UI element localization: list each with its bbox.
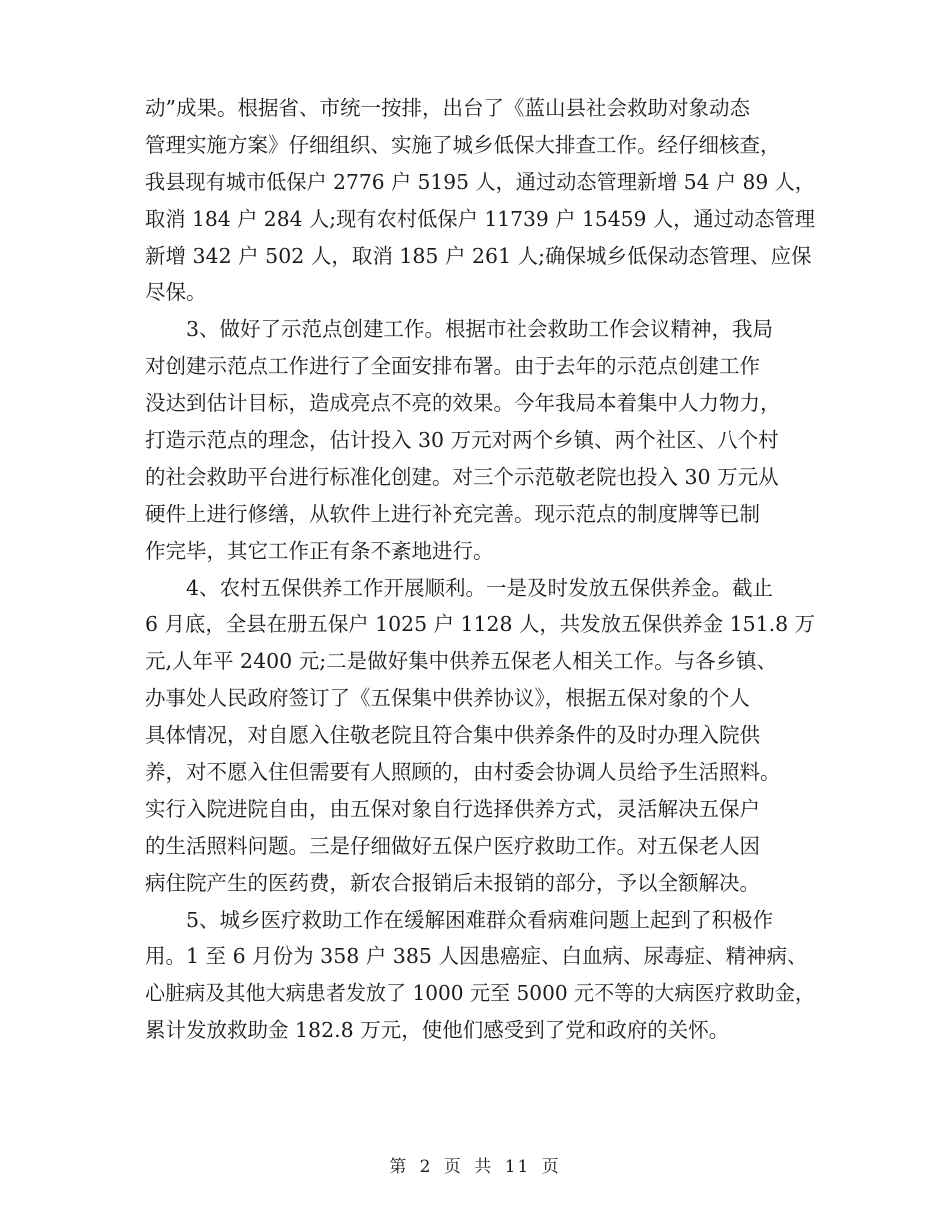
text-line: 我县现有城市低保户 2776 户 5195 人，通过动态管理新增 54 户 89 人， [145, 169, 815, 194]
text-line: 尽保。 [145, 280, 207, 305]
text-line: 动”成果。根据省、市统一按排，出台了《蓝山县社会救助对象动态 [145, 96, 750, 120]
text-line: 新增 342 户 502 人，取消 185 户 261 人;确保城乡低保动态管理、应保 [145, 243, 812, 268]
text-line: 实行入院进院自由，由五保对象自行选择供养方式，灵活解决五保户 [145, 796, 760, 821]
text-line: 心脏病及其他大病患者发放了 1000 元至 5000 元不等的大病医疗救助金， [145, 981, 815, 1006]
text-line: 具体情况，对自愿入住敬老院且符合集中供养条件的及时办理入院供 [145, 723, 760, 748]
document-body [145, 90, 815, 1049]
paragraph-start-line: 5、城乡医疗救助工作在缓解困难群众看病难问题上起到了积极作 [186, 907, 774, 932]
text-line: 硬件上进行修缮，从软件上进行补充完善。现示范点的制度牌等已制 [145, 501, 760, 526]
text-line: 取消 184 户 284 人;现有农村低保户 11739 户 15459 人，通过动态管理 [145, 206, 815, 231]
text-line: 办事处人民政府签订了《五保集中供养协议》，根据五保对象的个人 [145, 686, 750, 711]
text-line: 6 月底，全县在册五保户 1025 户 1128 人，共发放五保供养金 151.8 万 [145, 612, 815, 637]
text-line: 元,人年平 2400 元;二是做好集中供养五保老人相关工作。与各乡镇、 [145, 649, 778, 674]
text-line: 累计发放救助金 182.8 万元，使他们感受到了党和政府的关怀。 [145, 1018, 730, 1043]
text-line: 管理实施方案》仔细组织、实施了城乡低保大排查工作。经仔细核查， [145, 132, 781, 157]
paragraph-start-line: 3、做好了示范点创建工作。根据市社会救助工作会议精神，我局 [186, 317, 774, 342]
text-line: 的社会救助平台进行标准化创建。对三个示范敬老院也投入 30 万元从 [145, 464, 779, 489]
text-line: 的生活照料问题。三是仔细做好五保户医疗救助工作。对五保老人因 [145, 833, 760, 858]
text-line: 用。1 至 6 月份为 358 户 385 人因患癌症、白血病、尿毒症、精神病、 [145, 944, 808, 969]
text-line: 养，对不愿入住但需要有人照顾的，由村委会协调人员给予生活照料。 [145, 760, 781, 785]
paragraph-start-line: 4、农村五保供养工作开展顺利。一是及时发放五保供养金。截止 [186, 575, 774, 600]
text-line: 病住院产生的医药费，新农合报销后未报销的部分，予以全额解决。 [145, 870, 760, 895]
page-number-footer: 第 2 页 共 11 页 [389, 1157, 561, 1177]
text-line: 没达到估计目标，造成亮点不亮的效果。今年我局本着集中人力物力， [145, 391, 781, 416]
text-line: 打造示范点的理念，估计投入 30 万元对两个乡镇、两个社区、八个村 [145, 428, 779, 453]
text-line: 对创建示范点工作进行了全面安排布署。由于去年的示范点创建工作 [145, 354, 760, 379]
text-line: 作完毕，其它工作正有条不紊地进行。 [145, 538, 494, 563]
